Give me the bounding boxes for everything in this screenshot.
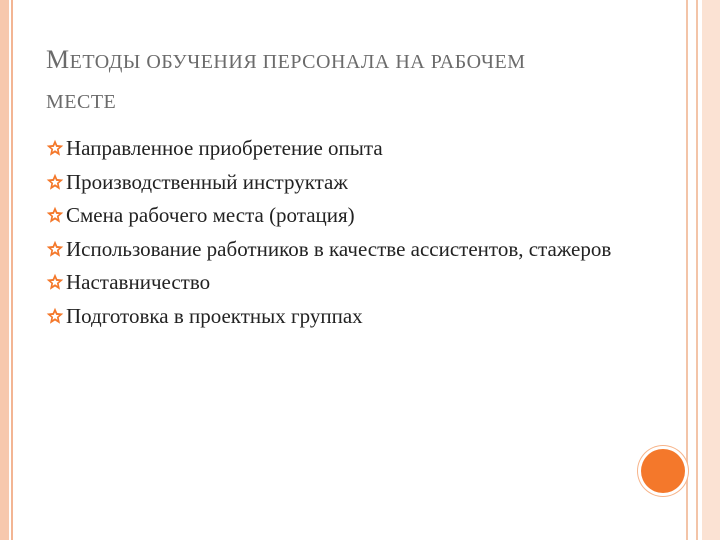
list-item-text: Использование работников в качестве ассистентов, стажеров [66, 236, 612, 261]
list-item [46, 266, 666, 300]
list-item-text: Подготовка в проектных группах [66, 303, 363, 328]
list-item [46, 132, 666, 166]
list-item-text: Наставничество [66, 270, 211, 294]
slide-title [46, 40, 646, 122]
star-bullet-icon [46, 173, 64, 191]
title-initial: М [46, 45, 70, 74]
list-item-text: Направленное приобретение опыта [66, 136, 383, 160]
list-item [46, 233, 666, 267]
list-item-text: Производственный инструктаж [66, 169, 348, 194]
list-item [46, 166, 666, 200]
star-bullet-icon [46, 273, 64, 291]
left-decorative-border [0, 0, 9, 540]
right-decorative-line [686, 0, 688, 540]
star-bullet-icon [46, 139, 64, 157]
star-bullet-icon [46, 307, 64, 325]
list-item [46, 300, 666, 334]
title-line-2: МЕСТЕ [46, 91, 117, 113]
right-decorative-band [702, 0, 720, 540]
list-item [46, 199, 666, 233]
right-decorative-line [696, 0, 698, 540]
left-decorative-line [11, 0, 13, 540]
bullet-list [46, 132, 666, 333]
list-item-text: Смена рабочего места (ротация) [66, 203, 355, 227]
title-line-1: ЕТОДЫ ОБУЧЕНИЯ ПЕРСОНАЛА НА РАБОЧЕМ [69, 51, 526, 73]
star-bullet-icon [46, 240, 64, 258]
star-bullet-icon [46, 206, 64, 224]
orange-circle-decoration [641, 449, 685, 493]
